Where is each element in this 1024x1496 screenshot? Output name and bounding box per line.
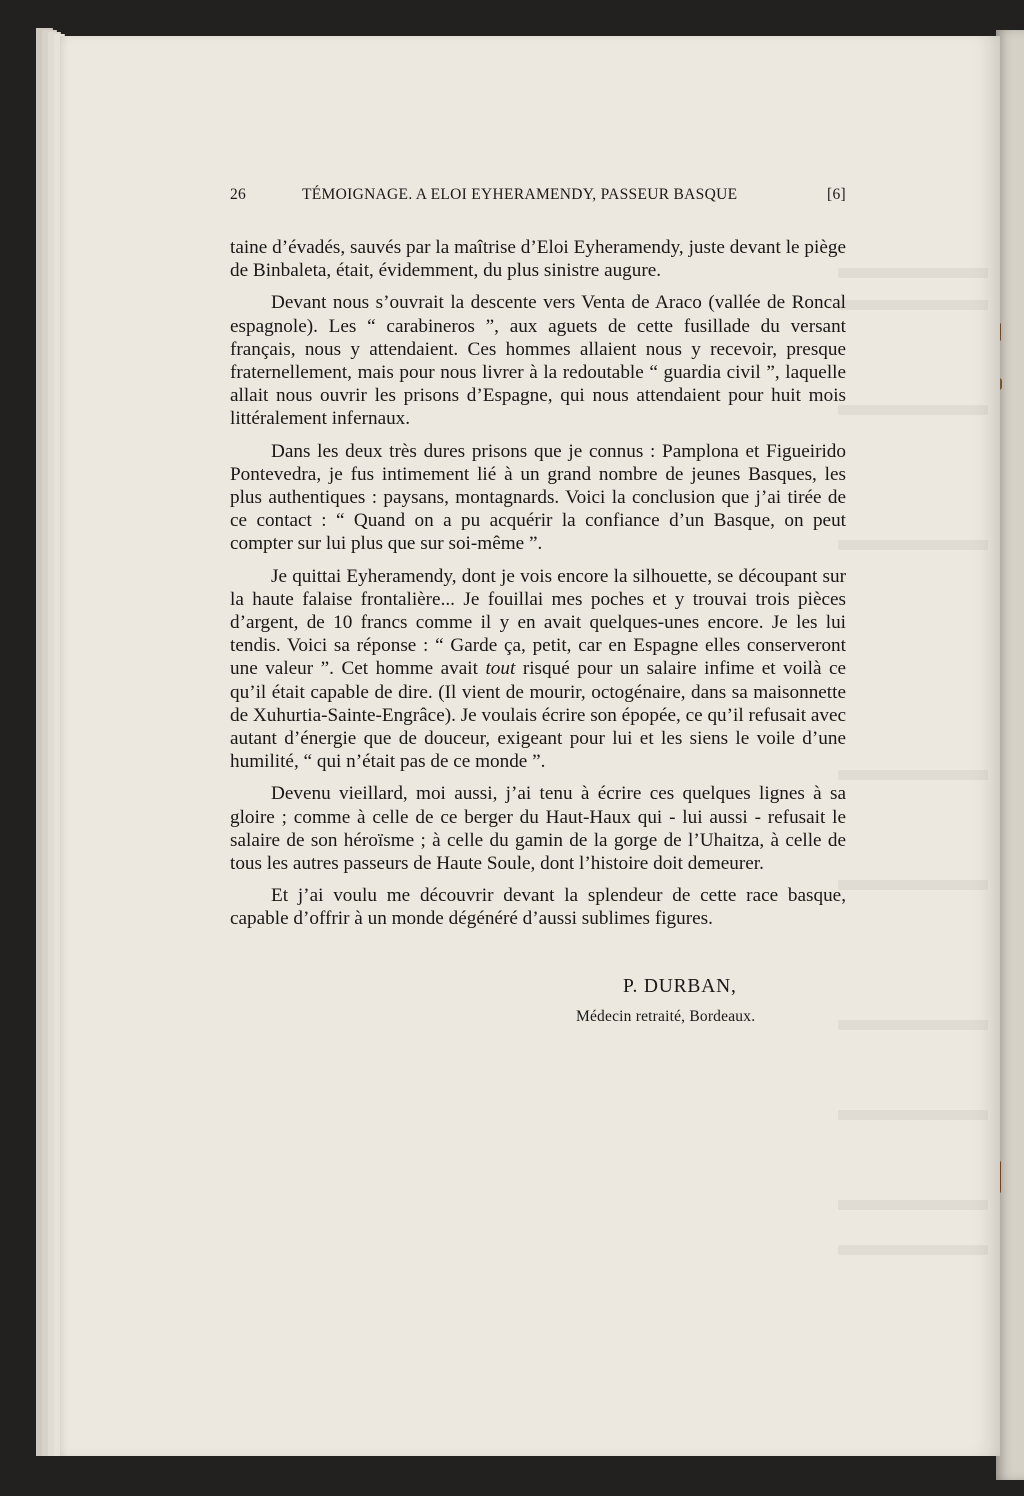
author-name: P. DURBAN, bbox=[623, 976, 737, 997]
page-number: 26 bbox=[230, 186, 247, 203]
paragraph: taine d’évadés, sauvés par la maîtrise d’Eloi Eyheramendy, juste devant le piège de Binbaleta, était, évidemment, du plus sinistre augure. bbox=[230, 237, 846, 282]
paragraph: Et j’ai voulu me découvrir devant la splendeur de cette race basque, capable d’offrir à un monde dégénéré d’aussi sublimes figures. bbox=[230, 885, 846, 930]
bleed-through bbox=[838, 268, 988, 278]
bleed-through bbox=[838, 405, 988, 415]
bleed-through bbox=[838, 1110, 988, 1120]
running-title: TÉMOIGNAGE. A ELOI EYHERAMENDY, PASSEUR BASQUE bbox=[302, 186, 738, 203]
running-header bbox=[230, 182, 846, 208]
paragraph: Devenu vieillard, moi aussi, j’ai tenu à écrire ces quelques lignes à sa gloire ; comme à celle de ce berger du Haut-Haux qui - lui aussi - refusait le salaire de son héroïsme ; à celle du gamin de la gorge de l’Uhaitza, à celle de tous les autres passeurs de Haute Soule, dont l’histoire doit demeurer. bbox=[230, 783, 846, 875]
bleed-through bbox=[838, 540, 988, 550]
bleed-through bbox=[838, 770, 988, 780]
author-role: Médecin retraité, Bordeaux. bbox=[576, 1008, 756, 1025]
bleed-through bbox=[838, 300, 988, 310]
paragraph: Devant nous s’ouvrait la descente vers Venta de Araco (vallée de Roncal espagnole). Les “ carabineros ”, aux aguets de cette fusillade du versant français, nous y attendaient. Ces hommes allaient nous y recevoir, presque fraternellement, mais pour nous livrer à la redoutable “ guardia civil ”, laquelle allait nous ouvrir les prisons d’Espagne, qui nous attendaient pour huit mois littéralement infernaux. bbox=[230, 292, 846, 430]
bleed-through bbox=[838, 880, 988, 890]
article-body bbox=[230, 236, 846, 940]
paragraph: Dans les deux très dures prisons que je connus : Pamplona et Figueirido Pontevedra, je fus intimement lié à un grand nombre de jeunes Basques, les plus authentiques : paysans, montagnards. Voici la conclusion que j’ai tirée de ce contact : “ Quand on a pu acquérir la confiance d’un Basque, on peut compter sur lui plus que sur soi-même ”. bbox=[230, 440, 846, 555]
section-marker: [6] bbox=[827, 186, 846, 203]
facing-page-edge bbox=[996, 30, 1024, 1480]
bleed-through bbox=[838, 1245, 988, 1255]
paragraph bbox=[230, 565, 846, 774]
bleed-through bbox=[838, 1020, 988, 1030]
paragraph-text: risqué pour un salaire infime et voilà ce qu’il était capable de dire. (Il vient de mourir, octogénaire, dans sa maisonnette de Xuhurtia-Sainte-Engrâce). Je voulais écrire son épopée, ce qu’il refusait avec autant d’énergie que de douceur, exigeant pour lui et les siens le voile d’une humilité, “ qui n’était pas de ce monde ”. bbox=[230, 658, 846, 773]
paragraph-text: Je quittai Eyheramendy, dont je vois encore la silhouette, se découpant sur la haute falaise frontalière... Je fouillai mes poches et y trouvai trois pièces d’argent, de 10 francs comme il y en avait quelques-unes encore. Je les lui tendis. Voici sa réponse : “ Garde ça, petit, car en Espagne elles conserveront une valeur ”. Cet homme avait bbox=[230, 565, 846, 680]
bleed-through bbox=[838, 1200, 988, 1210]
emphasis: tout bbox=[485, 658, 516, 680]
